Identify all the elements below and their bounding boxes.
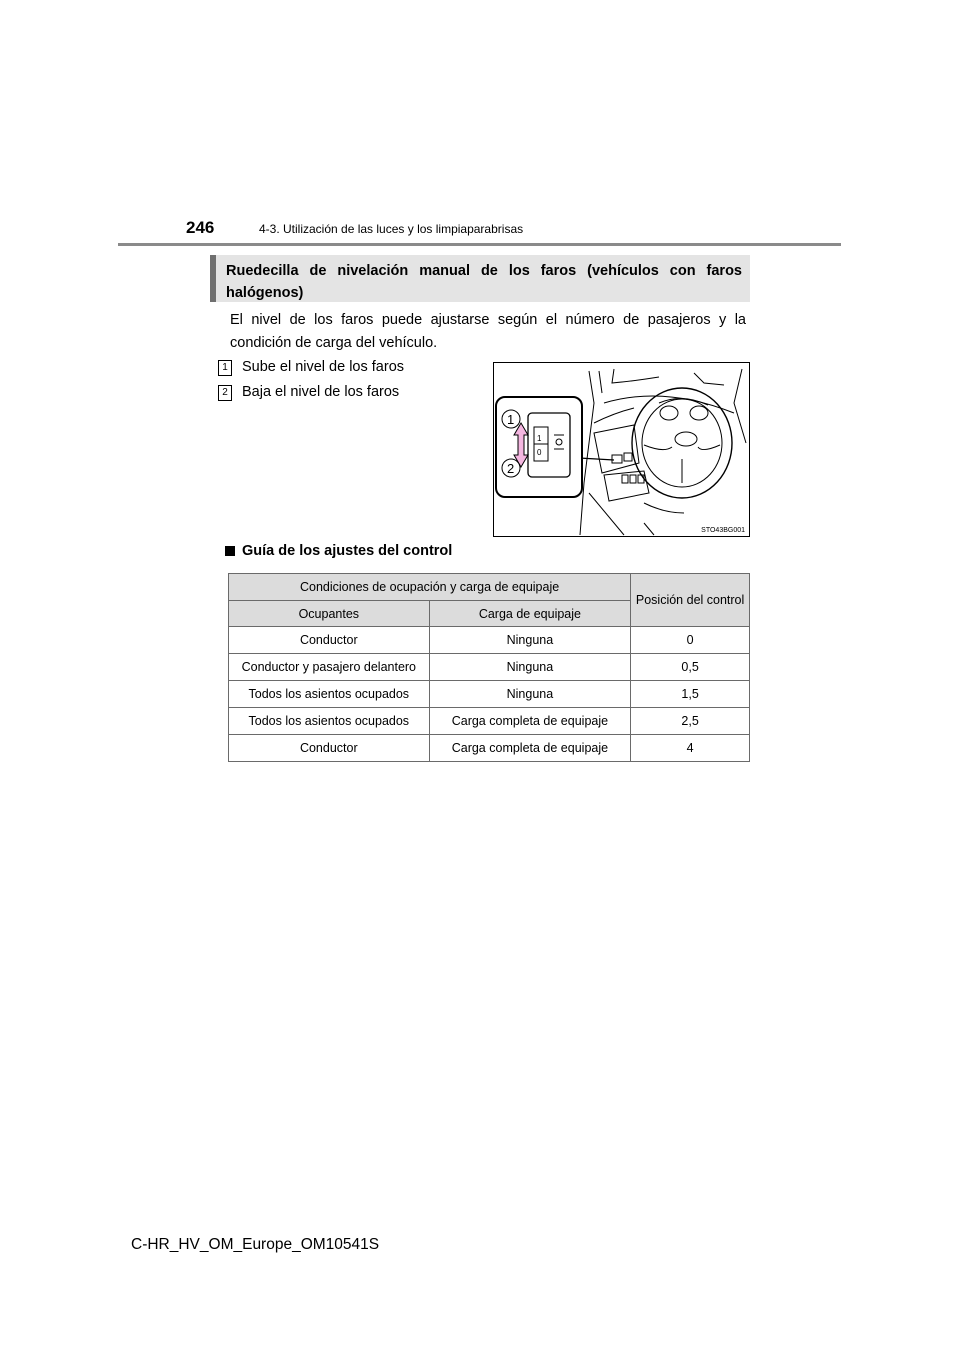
callout-2: 2 — [507, 461, 515, 476]
document-footer: C-HR_HV_OM_Europe_OM10541S — [131, 1236, 380, 1253]
table-cell: Conductor y pasajero delantero — [229, 654, 430, 681]
table-cell: 0,5 — [631, 654, 750, 681]
table-header-occupants: Ocupantes — [229, 601, 430, 627]
table-cell: Ninguna — [429, 681, 631, 708]
dial-label-low: 0 — [537, 448, 542, 457]
header-rule — [118, 243, 841, 246]
table-cell: Ninguna — [429, 654, 631, 681]
table-row — [229, 627, 750, 654]
guide-heading-text: Guía de los ajustes del control — [242, 543, 453, 559]
table-cell: Todos los asientos ocupados — [229, 708, 430, 735]
table-cell: Ninguna — [429, 627, 631, 654]
number-badge: 1 — [218, 360, 232, 376]
subsection-heading: Ruedecilla de nivelación manual de los faros (vehículos con faros halógenos) — [210, 255, 750, 302]
table-cell: Todos los asientos ocupados — [229, 681, 430, 708]
table-cell: 2,5 — [631, 708, 750, 735]
page-number: 246 — [186, 218, 215, 237]
headlight-leveling-illustration — [493, 362, 750, 537]
figure-code: STO43BG001 — [701, 527, 745, 534]
table-cell: 0 — [631, 627, 750, 654]
section-title: 4-3. Utilización de las luces y los limpiaparabrisas — [259, 222, 524, 236]
dial-label-high: 1 — [537, 434, 542, 443]
guide-table — [228, 573, 750, 762]
callout-1: 1 — [507, 412, 515, 427]
table-cell: Carga completa de equipaje — [429, 708, 631, 735]
table-cell: Conductor — [229, 735, 430, 762]
list-item-lower — [218, 383, 399, 402]
table-row — [229, 735, 750, 762]
table-header-position: Posición del control — [631, 574, 750, 627]
list-item-text: Baja el nivel de los faros — [242, 384, 400, 400]
table-row — [229, 654, 750, 681]
list-item-text: Sube el nivel de los faros — [242, 359, 405, 375]
table-row — [229, 708, 750, 735]
table-cell: Conductor — [229, 627, 430, 654]
table-header-load: Carga de equipaje — [429, 601, 631, 627]
table-row — [229, 681, 750, 708]
table-cell: Carga completa de equipaje — [429, 735, 631, 762]
dashboard-drawing — [494, 363, 749, 536]
table-cell: 4 — [631, 735, 750, 762]
list-item-raise — [218, 358, 404, 377]
square-bullet-icon — [225, 546, 235, 556]
guide-heading — [225, 543, 452, 559]
table-group-header: Condiciones de ocupación y carga de equipaje — [229, 574, 631, 601]
intro-paragraph: El nivel de los faros puede ajustarse según el número de pasajeros y la condición de carga del vehículo. — [230, 312, 746, 351]
number-badge: 2 — [218, 385, 232, 401]
table-cell: 1,5 — [631, 681, 750, 708]
